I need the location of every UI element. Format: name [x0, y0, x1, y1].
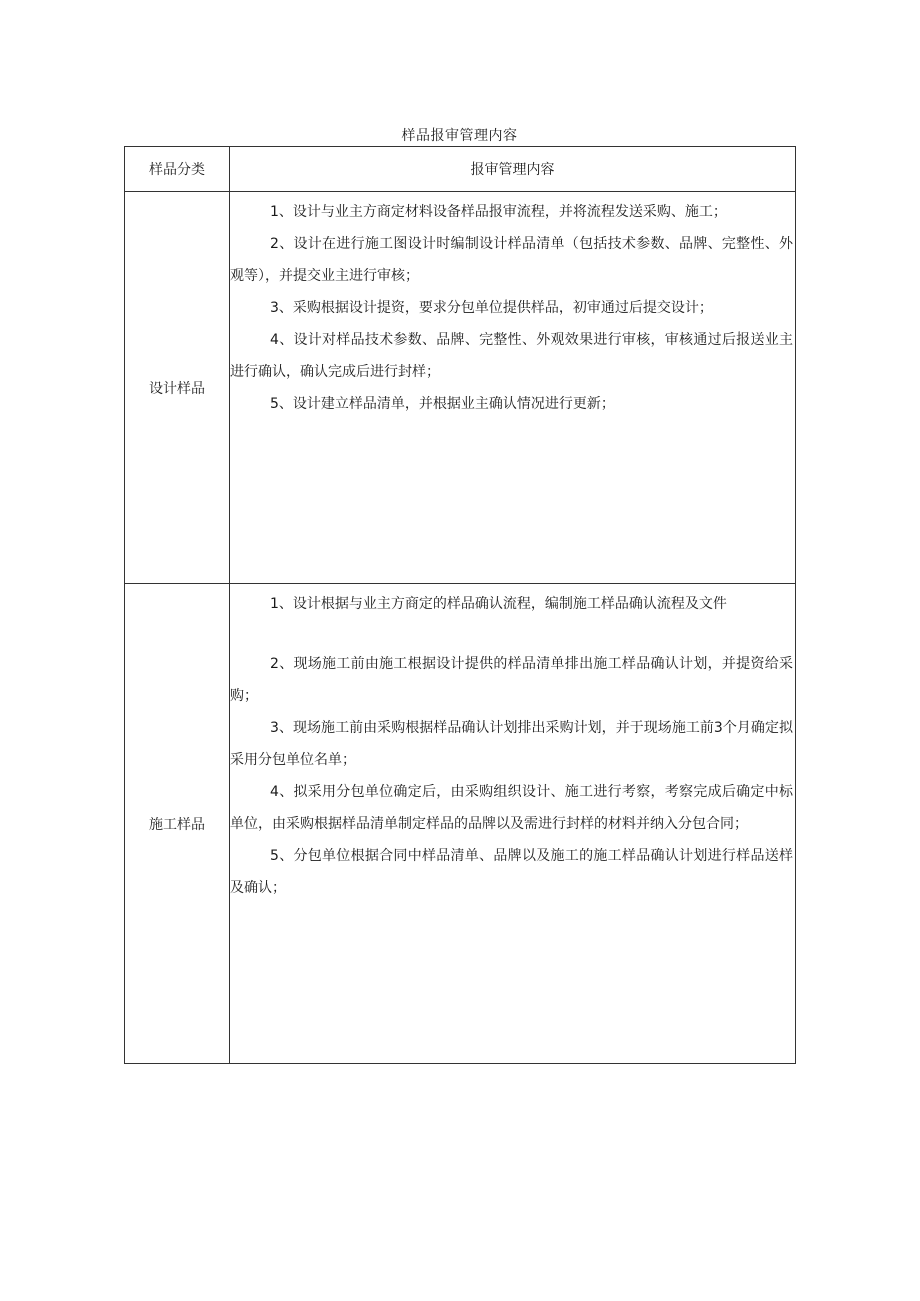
list-item: 4、设计对样品技术参数、品牌、完整性、外观效果进行审核，审核通过后报送业主进行确认，确认完成后进行封样； [230, 332, 793, 380]
content-cell [230, 584, 796, 1064]
table-row [125, 192, 796, 584]
list-item: 5、分包单位根据合同中样品清单、品牌以及施工的施工样品确认计划进行样品送样及确认； [230, 848, 793, 896]
category-construction-samples: 施工样品 [125, 584, 230, 1064]
list-item: 4、拟采用分包单位确定后，由采购组织设计、施工进行考察，考察完成后确定中标单位，由采购根据样品清单制定样品的品牌以及需进行封样的材料并纳入分包合同； [230, 784, 793, 832]
category-design-samples: 设计样品 [125, 192, 230, 584]
header-category: 样品分类 [125, 147, 230, 192]
content-cell [230, 192, 796, 584]
list-item: 1、设计根据与业主方商定的样品确认流程，编制施工样品确认流程及文件 [270, 596, 727, 612]
sample-management-table [124, 146, 796, 1064]
list-item: 3、采购根据设计提资，要求分包单位提供样品，初审通过后提交设计； [270, 300, 713, 316]
document-title: 样品报审管理内容 [401, 128, 518, 144]
list-item: 2、现场施工前由施工根据设计提供的样品清单排出施工样品确认计划，并提资给采购； [230, 656, 793, 704]
list-item: 2、设计在进行施工图设计时编制设计样品清单（包括技术参数、品牌、完整性、外观等），并提交业主进行审核； [230, 236, 793, 284]
header-content: 报审管理内容 [230, 147, 796, 192]
table-row [125, 584, 796, 1064]
list-item: 3、现场施工前由采购根据样品确认计划排出采购计划，并于现场施工前3个月确定拟采用分包单位名单； [230, 720, 793, 768]
list-item: 5、设计建立样品清单，并根据业主确认情况进行更新； [270, 396, 615, 412]
table-header-row [125, 147, 796, 192]
list-item: 1、设计与业主方商定材料设备样品报审流程，并将流程发送采购、施工； [270, 204, 727, 220]
spacer [230, 620, 795, 648]
